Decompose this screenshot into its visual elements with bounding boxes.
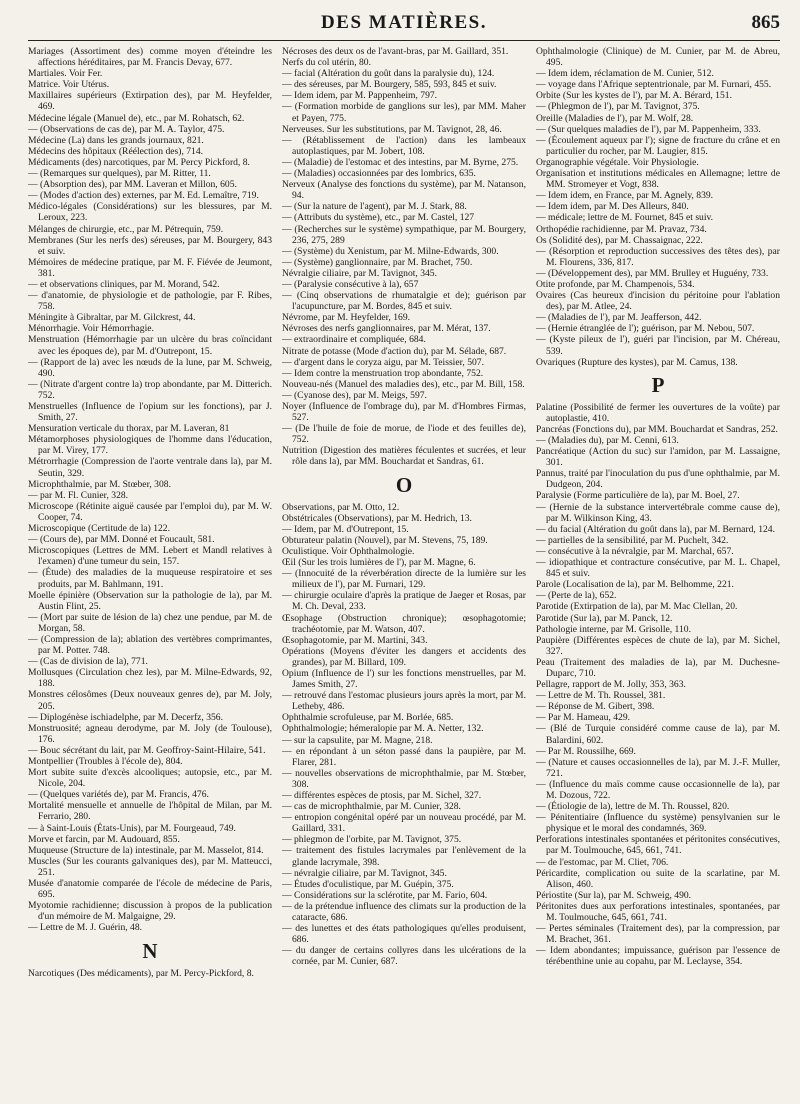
index-entry: — (Maladies) occasionnées par des lombrics, 635. (282, 168, 476, 180)
entry-list (536, 46, 780, 368)
index-entry: — (De l'huile de foie de morue, de l'iode et des feuilles de), 752. (282, 423, 526, 446)
index-entry: Microscopique (Certitude de la) 122. (28, 523, 170, 535)
index-entry: — Lettre de M. Th. Roussel, 381. (536, 690, 666, 702)
index-entry: — (Maladies de l'), par M. Jeafferson, 442. (536, 312, 702, 324)
index-entry: Membranes (Sur les nerfs des) séreuses, par M. Bourgery, 843 et suiv. (28, 234, 272, 257)
index-entry: Mort subite suite d'excès alcooliques; autopsie, etc., par M. Nicole, 204. (28, 767, 272, 790)
index-entry: — Études d'oculistique, par M. Guépin, 375. (282, 878, 454, 890)
index-entry: — Par M. Hameau, 429. (536, 712, 631, 724)
index-entry: — Idem idem, par M. Des Alleurs, 840. (536, 201, 689, 213)
index-entry: — (Hernie de la substance intervertébrale comme cause de), par M. Wilkinson King, 43. (536, 501, 780, 524)
index-entry: Menstruation (Hémorrhagie par un ulcère du bras coïncidant avec les époques de), par M. d'Outrepont, 15. (28, 334, 272, 357)
index-entry: — Pénitentiaire (Influence du système) pensylvanien sur le physique et le moral des condamnés, 369. (536, 812, 780, 835)
index-entry: Péritonites dues aux perforations intestinales, spontanées, par M. Toulmouche, 645, 661, 741. (536, 900, 780, 924)
index-entry: — Idem idem, par M. Pappenheim, 797. (282, 90, 438, 102)
index-entry: — consécutive à la névralgie, par M. Marchal, 657. (536, 545, 734, 557)
index-entry: Morve et farcin, par M. Audouard, 855. (28, 833, 180, 845)
index-entry: — (Rapport de la) avec les nœuds de la lune, par M. Schweig, 490. (28, 356, 272, 379)
index-entry: — à Saint-Louis (États-Unis), par M. Fourgeaud, 749. (28, 822, 236, 834)
index-entry: Ophthalmologie; hémeralopie par M. A. Netter, 132. (282, 723, 484, 735)
index-entry: Mortalité mensuelle et annuelle de l'hôpital de Milan, par M. Ferrario, 280. (28, 800, 272, 823)
index-entry: — entropion congénital opéré par un nouveau procédé, par M. Gaillard, 331. (282, 812, 526, 835)
index-entry: — d'argent dans le coryza aigu, par M. Teissier, 507. (282, 356, 484, 368)
index-entry: — extraordinaire et compliquée, 684. (282, 334, 426, 346)
index-entry: Muqueuse (Structure de la) intestinale, par M. Masselot, 814. (28, 844, 264, 856)
index-entry: — phlegmon de l'orbite, par M. Tavignot, 375. (282, 834, 462, 846)
index-entry: — Par M. Roussilhe, 669. (536, 745, 636, 757)
index-entry: — des séreuses, par M. Bourgery, 585, 593, 845 et suiv. (282, 79, 497, 91)
index-entry: — (Maladies du), par M. Cenni, 613. (536, 435, 679, 446)
index-entry: — partielles de la sensibilité, par M. Puchelt, 342. (536, 534, 729, 546)
index-entry: — (Développement des), par MM. Brulley et Huguény, 733. (536, 267, 769, 279)
index-entry: — (Cours de), par MM. Donné et Foucault, 581. (28, 534, 215, 546)
index-entry: — Réponse de M. Gibert, 398. (536, 701, 655, 713)
index-entry: — (Blé de Turquie considéré comme cause de la), par M. Balardini, 602. (536, 723, 780, 746)
index-entry: — (Cinq observations de rhumatalgie et de); guérison par l'acupuncture, par M. Bordes, 845 et suiv. (282, 290, 526, 313)
index-entry: Moelle épinière (Observation sur la pathologie de la), par M. Austin Flint, 25. (28, 589, 272, 612)
index-entry: Menstruelles (Influence de l'opium sur les fonctions), par J. Smith, 27. (28, 401, 272, 424)
index-entry: — (Sur quelques maladies de l'), par M. Pappenheim, 333. (536, 123, 761, 135)
index-entry: — du facial (Altération du goût dans la), par M. Bernard, 124. (536, 523, 775, 535)
index-entry: Parotide (Sur la), par M. Panck, 12. (536, 612, 673, 624)
index-entry: Pellagre, rapport de M. Jolly, 353, 363. (536, 679, 686, 691)
index-entry: — (Système) ganglionnaire, par M. Brachet, 750. (282, 256, 473, 268)
index-entry: — (Hernie étranglée de l'); guérison, par M. Nebou, 507. (536, 323, 755, 335)
entry-list (28, 968, 272, 979)
index-entry: — cas de microphthalmie, par M. Cunier, 328. (282, 801, 461, 813)
index-entry: Médicaments (des) narcotiques, par M. Percy Pickford, 8. (28, 156, 250, 168)
index-entry: — (Étude) des maladies de la muqueuse respiratoire et ses produits, par M. Bahlmann, 191. (28, 567, 272, 590)
index-entry: Palatine (Possibilité de fermer les ouvertures de la voûte) par autoplastie, 410. (536, 401, 780, 424)
index-entry: Microphthalmie, par M. Stœber, 308. (28, 478, 171, 490)
index-entry: Pancréas (Fonctions du), par MM. Bouchardat et Sandras, 252. (536, 423, 778, 435)
index-entry: Pathologie interne, par M. Grisolle, 110. (536, 623, 691, 635)
index-entry: Microscopiques (Lettres de MM. Lebert et Mandl relatives à l'examen) d'une tumeur du sein, 157. (28, 545, 272, 568)
index-entry: — (Influence du maïs comme cause occasionnelle de la), par M. Dozous, 722. (536, 778, 780, 801)
index-entry: — (Modes d'action des) externes, par M. Ed. Lemaître, 719. (28, 190, 259, 202)
index-entry: — (Mort par suite de lésion de la) chez une pendue, par M. de Morgan, 58. (28, 611, 272, 634)
index-entry: — Idem abondantes; impuissance, guérison par l'essence de térébenthine unie au copahu, par M. Leclayse, 354. (536, 945, 780, 968)
index-entry: — voyage dans l'Afrique septentrionale, par M. Furnari, 455. (536, 79, 772, 91)
index-entry: Obturateur palatin (Nouvel), par M. Stevens, 75, 189. (282, 534, 488, 546)
index-entry: Microscope (Rétinite aiguë causée par l'emploi du), par M. W. Cooper, 74. (28, 500, 272, 523)
index-entry: — (Système) du Xenistum, par M. Milne-Edwards, 300. (282, 245, 499, 257)
section-letter-p: P (651, 372, 665, 397)
index-entry: Parole (Localisation de la), par M. Belhomme, 221. (536, 579, 734, 591)
index-entry: — Idem idem, en France, par M. Agnely, 839. (536, 190, 714, 202)
index-entry: Nécroses des deux os de l'avant-bras, par M. Gaillard, 351. (282, 46, 509, 57)
index-column-2 (282, 46, 526, 1096)
index-entry: Os (Solidité des), par M. Chassaignac, 222. (536, 234, 703, 246)
index-entry: — différentes espèces de ptosis, par M. Sichel, 327. (282, 790, 482, 801)
index-entry: — Idem contre la menstruation trop abondante, 752. (282, 367, 484, 379)
index-entry: — (Innocuité de la réverbération directe de la lumière sur les milieux de l'), par M. Furnari, 129. (282, 568, 526, 591)
index-entry: Martiales. Voir Fer. (28, 68, 103, 80)
index-entry: Mélanges de chirurgie, etc., par M. Pétrequin, 759. (28, 223, 224, 235)
index-entry: Ophthalmologie (Clinique) de M. Cunier, par M. de Abreu, 495. (536, 46, 780, 69)
index-entry: — médicale; lettre de M. Fournet, 845 et suiv. (536, 212, 714, 224)
index-entry: — traitement des fistules lacrymales par l'enlèvement de la glande lacrymale, 398. (282, 845, 526, 868)
index-entry: Névrome, par M. Heyfelder, 169. (282, 312, 411, 324)
index-entry: — Pertes séminales (Traitement des), par la compression, par M. Brachet, 361. (536, 923, 780, 946)
index-entry: Peau (Traitement des maladies de la), par M. Duchesne-Duparc, 710. (536, 656, 780, 679)
index-entry: Méningite à Gibraltar, par M. Gilckrest, 44. (28, 312, 196, 324)
index-entry: Pannus, traité par l'inoculation du pus d'une ophthalmie, par M. Dudgeon, 204. (536, 468, 780, 491)
index-entry: Périostite (Sur la), par M. Schweig, 490. (536, 889, 692, 901)
index-entry: Organisation et institutions médicales en Allemagne; lettre de MM. Stromeyer et Vogt, 838. (536, 168, 780, 191)
index-entry: — névralgie ciliaire, par M. Tavignot, 345. (282, 867, 447, 879)
index-entry: — par M. Fl. Cunier, 328. (28, 489, 129, 501)
index-entry: — facial (Altération du goût dans la paralysie du), 124. (282, 68, 495, 80)
index-entry: Ménorrhagie. Voir Hémorrhagie. (28, 323, 154, 335)
index-entry: Musée d'anatomie comparée de l'école de médecine de Paris, 695. (28, 878, 272, 901)
index-entry: — (Paralysie consécutive à la), 657 (282, 278, 419, 290)
entry-list (282, 502, 526, 968)
index-entry: — Considérations sur la sclérotite, par M. Fario, 604. (282, 889, 488, 901)
index-entry: — (Absorption des), par MM. Laveran et Millon, 605. (28, 179, 237, 191)
index-entry: — (Cas de division de la), 771. (28, 656, 148, 668)
index-entry: — (Étiologie de la), lettre de M. Th. Roussel, 820. (536, 801, 730, 813)
index-entry: — (Recherches sur le système) sympathique, par M. Bourgery, 236, 275, 289 (282, 223, 526, 246)
index-entry: — (Observations de cas de), par M. A. Taylor, 475. (28, 123, 225, 135)
index-entry: Obstétricales (Observations), par M. Hedrich, 13. (282, 512, 472, 524)
index-entry: — (Formation morbide de ganglions sur les), par MM. Maher et Payen, 775. (282, 101, 526, 124)
index-entry: Noyer (Influence de l'ombrage du), par M. d'Hombres Firmas, 527. (282, 401, 526, 424)
index-entry: — chirurgie oculaire d'après la pratique de Jaeger et Rosas, par M. Ch. Deval, 233. (282, 590, 526, 613)
index-entry: — (Attributs du système), etc., par M. Castel, 127 (282, 212, 475, 224)
index-entry: Nerveuses. Sur les substitutions, par M. Tavignot, 28, 46. (282, 123, 502, 135)
index-entry: — en répondant à un séton passé dans la paupière, par M. Flarer, 281. (282, 745, 526, 768)
index-entry: Nerfs du col utérin, 80. (282, 57, 371, 69)
index-entry: Otite profonde, par M. Champenois, 534. (536, 278, 695, 290)
index-entry: Ovaires (Cas heureux d'incision du péritoine pour l'ablation des), par M. Atlee, 24. (536, 290, 780, 313)
index-entry: Œsophage (Obstruction chronique); œsophagotomie; trachéotomie, par M. Watson, 407. (282, 612, 526, 635)
page-number: 865 (751, 12, 780, 33)
index-entry: — (Quelques variétés de), par M. Francis, 476. (28, 789, 209, 801)
index-entry: — (Remarques sur quelques), par M. Ritter, 11. (28, 168, 211, 180)
index-entry: Médecine légale (Manuel de), etc., par M. Rohatsch, 62. (28, 112, 245, 124)
index-entry: Pancréatique (Action du suc) sur l'amidon, par M. Lassaigne, 301. (536, 446, 780, 469)
index-entry: Observations, par M. Otto, 12. (282, 501, 400, 513)
index-entry: Parotide (Extirpation de la), par M. Mac Clellan, 20. (536, 601, 738, 613)
index-entry: Organographie végétale. Voir Physiologie. (536, 156, 699, 168)
index-entry: Ophthalmie scrofuleuse, par M. Borlée, 685. (282, 712, 454, 724)
index-entry: Nerveux (Analyse des fonctions du système), par M. Natanson, 94. (282, 179, 526, 202)
index-entry: Œil (Sur les trois lumières de l'), par M. Magne, 6. (282, 557, 476, 569)
index-entry: Œsophagotomie, par M. Martini, 343. (282, 634, 428, 646)
index-entry: Mémoires de médecine pratique, par M. F. Fiévée de Jeumont, 381. (28, 256, 272, 279)
index-entry: Nouveau-nés (Manuel des maladies des), etc., par M. Bill, 158. (282, 378, 525, 390)
index-entry: — idiopathique et contracture consécutive, par M. L. Chapel, 845 et suiv. (536, 557, 780, 580)
index-entry: Nitrate de potasse (Mode d'action du), par M. Sélade, 687. (282, 345, 507, 357)
index-entry: — Bouc sécrétant du lait, par M. Geoffroy-Saint-Hilaire, 541. (28, 744, 266, 756)
section-letter-n: N (142, 938, 158, 963)
index-entry: Orthopédie rachidienne, par M. Pravaz, 734. (536, 223, 707, 235)
index-entry: Médecine (La) dans les grands journaux, 821. (28, 134, 204, 146)
index-entry: — retrouvé dans l'estomac plusieurs jours après la mort, par M. Letheby, 486. (282, 690, 526, 713)
index-entry: — d'anatomie, de physiologie et de pathologie, par F. Ribes, 758. (28, 290, 272, 313)
index-entry: Médico-légales (Considérations) sur les blessures, par M. Leroux, 223. (28, 201, 272, 224)
index-entry: Orbite (Sur les kystes de l'), par M. A. Bérard, 151. (536, 90, 732, 102)
index-entry: — (Compression de la); ablation des vertèbres comprimantes, par M. Potter. 748. (28, 633, 272, 657)
index-column-1 (28, 46, 272, 1096)
index-columns (28, 46, 780, 1096)
index-entry: — Lettre de M. J. Guérin, 48. (28, 922, 143, 934)
index-entry: Médecins des hôpitaux (Réélection des), 714. (28, 145, 204, 157)
index-entry: Mollusques (Circulation chez les), par M. Milne-Edwards, 92, 188. (28, 667, 272, 690)
index-entry: Muscles (Sur les courants galvaniques des), par M. Matteucci, 251. (28, 855, 272, 878)
index-entry: Maxillaires supérieurs (Extirpation des), par M. Heyfelder, 469. (28, 90, 272, 113)
index-entry: Métrorrhagie (Compression de l'aorte ventrale dans la), par M. Seutin, 329. (28, 456, 272, 479)
index-entry: — des lunettes et des états pathologiques qu'elles produisent, 686. (282, 923, 526, 946)
index-column-3 (536, 46, 780, 1096)
index-entry: Mariages (Assortiment des) comme moyen d'éteindre les affections héréditaires, par M. Francis Devay, 677. (28, 46, 272, 69)
index-entry: — (Maladie) de l'estomac et des intestins, par M. Byrne, 275. (282, 156, 519, 168)
index-entry: Opium (Influence de l') sur les fonctions menstruelles, par M. James Smith, 27. (282, 667, 526, 691)
index-entry: Matrice. Voir Utérus. (28, 79, 110, 91)
entry-list (28, 46, 272, 934)
index-entry: Ovariques (Rupture des kystes), par M. Camus, 138. (536, 356, 738, 368)
index-entry: Névroses des nerfs ganglionnaires, par M. Mérat, 137. (282, 323, 491, 335)
index-entry: Oreille (Maladies de l'), par M. Wolf, 28. (536, 112, 694, 124)
index-entry: — de l'estomac, par M. Cliet, 706. (536, 856, 669, 868)
index-entry: Oculistique. Voir Ophthalmologie. (282, 545, 415, 557)
index-entry: — (Sur la nature de l'agent), par M. J. Stark, 88. (282, 201, 467, 213)
index-entry: — nouvelles observations de microphthalmie, par M. Stœber, 308. (282, 767, 526, 790)
index-entry: — (Cyanose des), par M. Meigs, 597. (282, 389, 427, 401)
index-entry: Myotomie rachidienne; discussion à propos de la publication d'un mémoire de M. Malgaigne, 29. (28, 900, 272, 923)
section-letter-o: O (395, 472, 413, 497)
index-entry: — (Nitrate d'argent contre la) trop abondante, par M. Ditterich. 752. (28, 378, 272, 401)
index-page (28, 10, 780, 1096)
index-entry: Paupière (Différentes espèces de chute de la), par M. Sichel, 327. (536, 634, 780, 657)
entry-list (282, 46, 526, 468)
index-entry: Paralysie (Forme particulière de la), par M. Boel, 27. (536, 490, 740, 502)
index-entry: Montpellier (Troubles à l'école de), 804. (28, 756, 183, 767)
page-header (28, 10, 780, 41)
index-entry: — Idem idem, réclamation de M. Cunier, 512. (536, 68, 714, 80)
index-entry: — (Écoulement aqueux par l'); signe de fracture du crâne et en particulier du rocher, par M. Laugier, 815. (536, 134, 780, 157)
index-entry: — du danger de certains collyres dans les ulcérations de la cornée, par M. Cunier, 687. (282, 945, 526, 968)
index-entry: — de la prétendue influence des climats sur la production de la cataracte, 686. (282, 900, 526, 924)
index-entry: Monstruosité; agneau derodyme, par M. Joly (de Toulouse), 176. (28, 722, 272, 745)
index-entry: — (Kyste pileux de l'), guéri par l'incision, par M. Chéreau, 539. (536, 334, 780, 357)
index-entry: Perforations intestinales spontanées et péritonites consécutives, par M. Toulmouche, 645, 661, 741. (536, 834, 780, 857)
entry-list (536, 402, 780, 968)
index-entry: Métamorphoses physiologiques de l'homme dans l'éducation, par M. Virey, 177. (28, 434, 272, 457)
index-entry: — Idem, par M. d'Outrepont, 15. (282, 523, 409, 535)
index-entry: Opérations (Moyens d'éviter les dangers et accidents des grandes), par M. Billard, 109. (282, 645, 526, 668)
index-entry: — sur la capsulite, par M. Magne, 218. (282, 734, 433, 746)
index-entry: Narcotiques (Des médicaments), par M. Percy-Pickford, 8. (28, 967, 254, 979)
running-title: DES MATIÈRES. (321, 12, 487, 33)
index-entry: Névralgie ciliaire, par M. Tavignot, 345. (282, 267, 438, 279)
index-entry: — (Résorption et reproduction successives des têtes des), par M. Flourens, 336, 817. (536, 245, 780, 268)
index-entry: — Diplogénèse ischiadelphe, par M. Decerfz, 356. (28, 711, 224, 723)
index-entry: — (Nature et causes occasionnelles de la), par M. J.-F. Muller, 721. (536, 756, 780, 779)
index-entry: — (Perte de la), 652. (536, 590, 617, 602)
index-entry: Mensuration verticale du thorax, par M. Laveran, 81 (28, 423, 230, 435)
index-entry: — (Phlegmon de l'), par M. Tavignot, 375. (536, 101, 700, 113)
index-entry: Monstres célosômes (Deux nouveaux genres de), par M. Joly, 205. (28, 689, 272, 712)
index-entry: — et observations cliniques, par M. Morand, 542. (28, 278, 220, 290)
index-entry: Nutrition (Digestion des matières féculentes et sucrées, et leur rôle dans la), par MM. Bouchardat et Sandras, 61. (282, 445, 526, 468)
index-entry: Péricardite, complication ou suite de la scarlatine, par M. Alison, 460. (536, 867, 780, 890)
index-entry: — (Rétablissement de l'action) dans les lambeaux autoplastiques, par M. Jobert, 108. (282, 134, 526, 157)
